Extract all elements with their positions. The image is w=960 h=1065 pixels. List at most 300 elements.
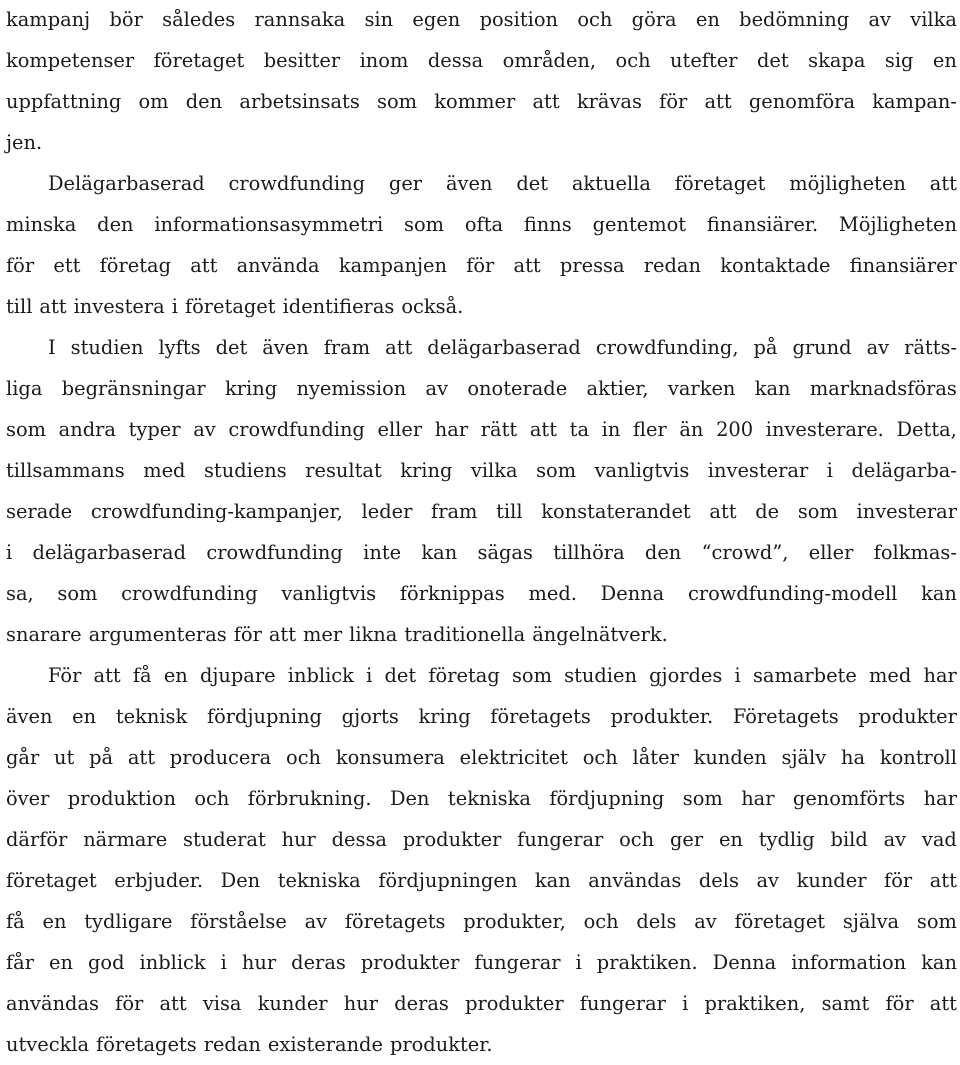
word: god (88, 951, 125, 974)
word: vanligtvis (281, 582, 377, 605)
word: konstaterandet (541, 500, 691, 523)
word: finansiärer. (706, 213, 819, 236)
word: information (791, 951, 907, 974)
word: kring (225, 377, 278, 400)
word: kunden (693, 746, 767, 769)
word: bild (830, 828, 868, 851)
word: företaget (674, 172, 766, 195)
word: minska (6, 213, 77, 236)
word: rätt (480, 418, 518, 441)
word: besitter (263, 49, 341, 72)
word: av (883, 828, 907, 851)
word: kampanjen (338, 254, 447, 277)
word: kring (418, 705, 471, 728)
word: i (575, 951, 582, 974)
word: Möjligheten (838, 213, 957, 236)
word: Företagets (732, 705, 839, 728)
word: ett (53, 254, 81, 277)
word: sägas (477, 541, 533, 564)
word: och (615, 49, 651, 72)
text-line (6, 819, 957, 860)
text-line (6, 204, 957, 245)
word: crowdfunding-kampanjer, (90, 500, 343, 523)
word: nyemission (296, 377, 407, 400)
word: även (262, 336, 309, 359)
word: får (6, 951, 35, 974)
text-line (6, 696, 957, 737)
word: delägarbaserad (32, 541, 187, 564)
word: som (511, 664, 552, 687)
word: produkter (360, 951, 460, 974)
word: på (89, 746, 114, 769)
text-line (6, 163, 957, 204)
word: delägarba- (851, 459, 957, 482)
word: produkter (858, 705, 957, 728)
word: har (434, 418, 469, 441)
word: tillhöra (553, 541, 625, 564)
word: kan (921, 951, 957, 974)
text-line (6, 491, 957, 532)
word: företagets (96, 1033, 197, 1056)
word: produktion (67, 787, 176, 810)
word: till (6, 295, 33, 318)
word: varken (667, 377, 736, 400)
word: att (929, 869, 957, 892)
word: företaget (153, 49, 245, 72)
word: kan (921, 582, 957, 605)
word: likna (349, 623, 398, 646)
text-line (6, 778, 957, 819)
word: företaget (6, 869, 97, 892)
word: produkter (465, 992, 564, 1015)
word: områden, (502, 49, 597, 72)
word: dels (698, 869, 739, 892)
word: dessa (427, 49, 484, 72)
text-line (6, 122, 957, 163)
word: crowdfunding, (595, 336, 739, 359)
word: förståelse (190, 910, 287, 933)
word: sig (884, 49, 914, 72)
word: inblick (139, 951, 206, 974)
word: de (755, 500, 780, 523)
word: Denna (600, 582, 665, 605)
word: kan (421, 541, 458, 564)
word: inblick (287, 664, 354, 687)
word: i (6, 541, 13, 564)
word: crowdfunding (206, 541, 343, 564)
word: och (619, 828, 655, 851)
word: jen. (6, 131, 43, 154)
word: för (884, 869, 913, 892)
word: produkter. (610, 705, 714, 728)
word: möjligheten (789, 172, 906, 195)
word: har (923, 787, 957, 810)
word: en (163, 664, 188, 687)
word: den (644, 541, 682, 564)
word: tekniska (447, 787, 531, 810)
word: som (682, 787, 723, 810)
word: grund (792, 336, 852, 359)
word: sin (364, 8, 394, 31)
text-line (6, 368, 957, 409)
text-line (6, 901, 957, 942)
word: rannsaka (254, 8, 346, 31)
word: till (496, 500, 523, 523)
word: existerande (267, 1033, 383, 1056)
word: på (753, 336, 778, 359)
word: Denna (712, 951, 777, 974)
word: själva (842, 910, 900, 933)
word: för (115, 992, 144, 1015)
word: rätts- (904, 336, 957, 359)
word: vanligtvis (594, 459, 690, 482)
word: fördjupningen (378, 869, 518, 892)
word: låter (632, 746, 679, 769)
word: som (404, 213, 445, 236)
word: egen (412, 8, 461, 31)
word: ger (388, 172, 423, 195)
word: redan (643, 254, 701, 277)
word: produkter, (463, 910, 566, 933)
word: Detta, (896, 418, 957, 441)
text-line (6, 409, 957, 450)
word: som (377, 90, 418, 113)
word: hur (281, 828, 316, 851)
word: att (929, 172, 957, 195)
word: begränsningar (61, 377, 206, 400)
word: kontaktade (720, 254, 831, 277)
word: ofta (464, 213, 504, 236)
word: att (268, 623, 296, 646)
word: fördjupning (206, 705, 322, 728)
word: att (159, 992, 187, 1015)
word: kampanj (6, 8, 91, 31)
word: traditionella (404, 623, 526, 646)
word: för (6, 254, 35, 277)
word: att (532, 90, 560, 113)
word: som (916, 910, 957, 933)
text-line (6, 450, 957, 491)
word: studerat (183, 828, 266, 851)
word: än (679, 418, 704, 441)
word: av (756, 869, 779, 892)
word: användas (588, 869, 682, 892)
word: Den (220, 869, 261, 892)
word: har (741, 787, 775, 810)
word: som (6, 418, 47, 441)
word: i (682, 992, 689, 1015)
word: det (516, 172, 548, 195)
word: tekniska (277, 869, 361, 892)
word: av (193, 418, 216, 441)
word: företaget (184, 295, 276, 318)
text-line (6, 245, 957, 286)
word: det (757, 49, 789, 72)
text-line (6, 573, 957, 614)
word: och (582, 746, 618, 769)
word: typer (128, 418, 181, 441)
word: även (445, 172, 493, 195)
word: lyfts (158, 336, 201, 359)
word: fram (431, 500, 478, 523)
word: fler (633, 418, 667, 441)
word: krävas (576, 90, 642, 113)
word: position (479, 8, 558, 31)
word: hur (241, 951, 277, 974)
word: att (929, 992, 957, 1015)
word: en (695, 8, 720, 31)
word: om (138, 90, 169, 113)
word: kunder (257, 992, 328, 1015)
word: vad (921, 828, 957, 851)
text-line (6, 327, 957, 368)
word: därför (6, 828, 68, 851)
word: som (797, 500, 838, 523)
text-line (6, 942, 957, 983)
word: att (529, 418, 557, 441)
word: djupare (199, 664, 276, 687)
word: av (868, 8, 891, 31)
word: kunder (796, 869, 867, 892)
word: en (42, 910, 67, 933)
word: dessa (331, 828, 387, 851)
word: ta (569, 418, 590, 441)
word: visa (202, 992, 242, 1015)
word: argumenteras (88, 623, 227, 646)
word: redan (203, 1033, 261, 1056)
word: en (718, 828, 743, 851)
word: fram (323, 336, 371, 359)
word: själv (781, 746, 827, 769)
word: företagets (490, 705, 591, 728)
word: för (885, 992, 914, 1015)
word: få (6, 910, 25, 933)
word: företag (428, 664, 500, 687)
word: en (72, 705, 97, 728)
word: det (384, 664, 417, 687)
word: som (536, 459, 577, 482)
word: som (57, 582, 98, 605)
word: pressa (559, 254, 625, 277)
word: för (466, 254, 495, 277)
word: göra (631, 8, 677, 31)
text-line (6, 614, 957, 655)
word: även (6, 705, 53, 728)
word: kampan- (872, 90, 957, 113)
word: använda (236, 254, 320, 277)
word: över (6, 787, 50, 810)
word: mer (303, 623, 343, 646)
word: i (220, 951, 227, 974)
word: studien (564, 664, 637, 687)
text-line (6, 40, 957, 81)
word: finns (523, 213, 572, 236)
word: kring (400, 459, 453, 482)
word: företaget (734, 910, 826, 933)
word: gjorts (341, 705, 399, 728)
word: bedömning (739, 8, 850, 31)
word: För (48, 664, 82, 687)
word: en (932, 49, 957, 72)
word: utveckla (6, 1033, 90, 1056)
word: att (513, 254, 541, 277)
word: fungerar (579, 992, 666, 1015)
word: en (49, 951, 73, 974)
word: ut (54, 746, 75, 769)
word: också. (401, 295, 464, 318)
word: inte (363, 541, 402, 564)
word: produkter (402, 828, 502, 851)
word: fungerar (474, 951, 561, 974)
word: vilka (470, 459, 518, 482)
word: av (425, 377, 449, 400)
word: arbetsinsats (239, 90, 360, 113)
word: med (143, 459, 186, 482)
text-line (6, 286, 957, 327)
word: eller (808, 541, 854, 564)
word: vilka (910, 8, 957, 31)
text-line (6, 1024, 957, 1065)
word: av (694, 910, 717, 933)
word: för (233, 623, 262, 646)
word: hur (343, 992, 379, 1015)
word: ger (669, 828, 704, 851)
word: eller (377, 418, 423, 441)
word: leder (361, 500, 413, 523)
word: kan (534, 869, 571, 892)
word: sa, (6, 582, 34, 605)
word: företagets (344, 910, 446, 933)
word: i (826, 459, 833, 482)
word: att (190, 254, 218, 277)
text-line (6, 860, 957, 901)
word: Den (390, 787, 430, 810)
word: och (194, 787, 230, 810)
word: erbjuder. (114, 869, 204, 892)
word: i (366, 664, 373, 687)
word: den (97, 213, 134, 236)
word: studiens (203, 459, 287, 482)
word: deras (394, 992, 449, 1015)
word: konsumera (335, 746, 445, 769)
word: att (709, 500, 737, 523)
word: investera (73, 295, 165, 318)
text-line (6, 81, 957, 122)
word: tydlig (758, 828, 815, 851)
word: crowdfunding (228, 418, 365, 441)
word: ha (841, 746, 866, 769)
word: närmare (83, 828, 168, 851)
word: kompetenser (6, 49, 135, 72)
word: genomförts (792, 787, 906, 810)
word: 200 (716, 418, 754, 441)
word: teknisk (115, 705, 188, 728)
word: och (286, 746, 322, 769)
word: tydligare (84, 910, 173, 933)
word: aktuella (571, 172, 651, 195)
word: serade (6, 500, 73, 523)
word: snarare (6, 623, 82, 646)
word: i (171, 295, 178, 318)
word: uppfattning (6, 90, 122, 113)
text-line (6, 0, 957, 40)
word: fungerar (517, 828, 604, 851)
word: utefter (670, 49, 738, 72)
word: resultat (305, 459, 382, 482)
word: andra (58, 418, 116, 441)
word: med. (528, 582, 577, 605)
word: förknippas (399, 582, 505, 605)
word: att (385, 336, 413, 359)
word: kommer (434, 90, 516, 113)
word: studien (70, 336, 144, 359)
word: och (583, 910, 619, 933)
text-line (6, 655, 957, 696)
text-line (6, 983, 957, 1024)
word: för (659, 90, 688, 113)
word: det (215, 336, 248, 359)
word: dels (636, 910, 677, 933)
word: inom (359, 49, 409, 72)
word: informationsasymmetri (154, 213, 384, 236)
word: och (577, 8, 613, 31)
word: har (923, 664, 957, 687)
word: ängelnätverk. (532, 623, 668, 646)
word: användas (6, 992, 99, 1015)
word: av (866, 336, 890, 359)
word: skapa (808, 49, 866, 72)
word: att (93, 664, 121, 687)
word: onoterade (467, 377, 568, 400)
word: identifieras (282, 295, 395, 318)
word: praktiken, (704, 992, 806, 1015)
word: “crowd”, (701, 541, 789, 564)
word: in (601, 418, 621, 441)
word: produkter. (389, 1033, 493, 1056)
word: investerare. (765, 418, 884, 441)
word: går (6, 746, 40, 769)
word: marknadsföras (809, 377, 957, 400)
word: gjordes (649, 664, 723, 687)
word: deras (291, 951, 346, 974)
word: Delägarbaserad (48, 172, 205, 195)
word: tillsammans (6, 459, 125, 482)
word: praktiken. (596, 951, 698, 974)
word: få (132, 664, 152, 687)
word: kontroll (879, 746, 957, 769)
word: investerar (856, 500, 957, 523)
word: företag (99, 254, 171, 277)
word: genomföra (748, 90, 856, 113)
word: folkmas- (873, 541, 957, 564)
text-line (6, 737, 957, 778)
word: bör (109, 8, 143, 31)
word: den (185, 90, 223, 113)
word: crowdfunding (228, 172, 366, 195)
word: I (48, 336, 56, 359)
word: av (304, 910, 328, 933)
word: att (39, 295, 67, 318)
word: således (162, 8, 236, 31)
word: fördjupning (549, 787, 665, 810)
word: kan (754, 377, 791, 400)
word: finansiärer (849, 254, 957, 277)
word: elektricitet (459, 746, 568, 769)
word: samt (821, 992, 870, 1015)
word: att (704, 90, 732, 113)
word: crowdfunding-modell (687, 582, 898, 605)
word: gentemot (592, 213, 687, 236)
